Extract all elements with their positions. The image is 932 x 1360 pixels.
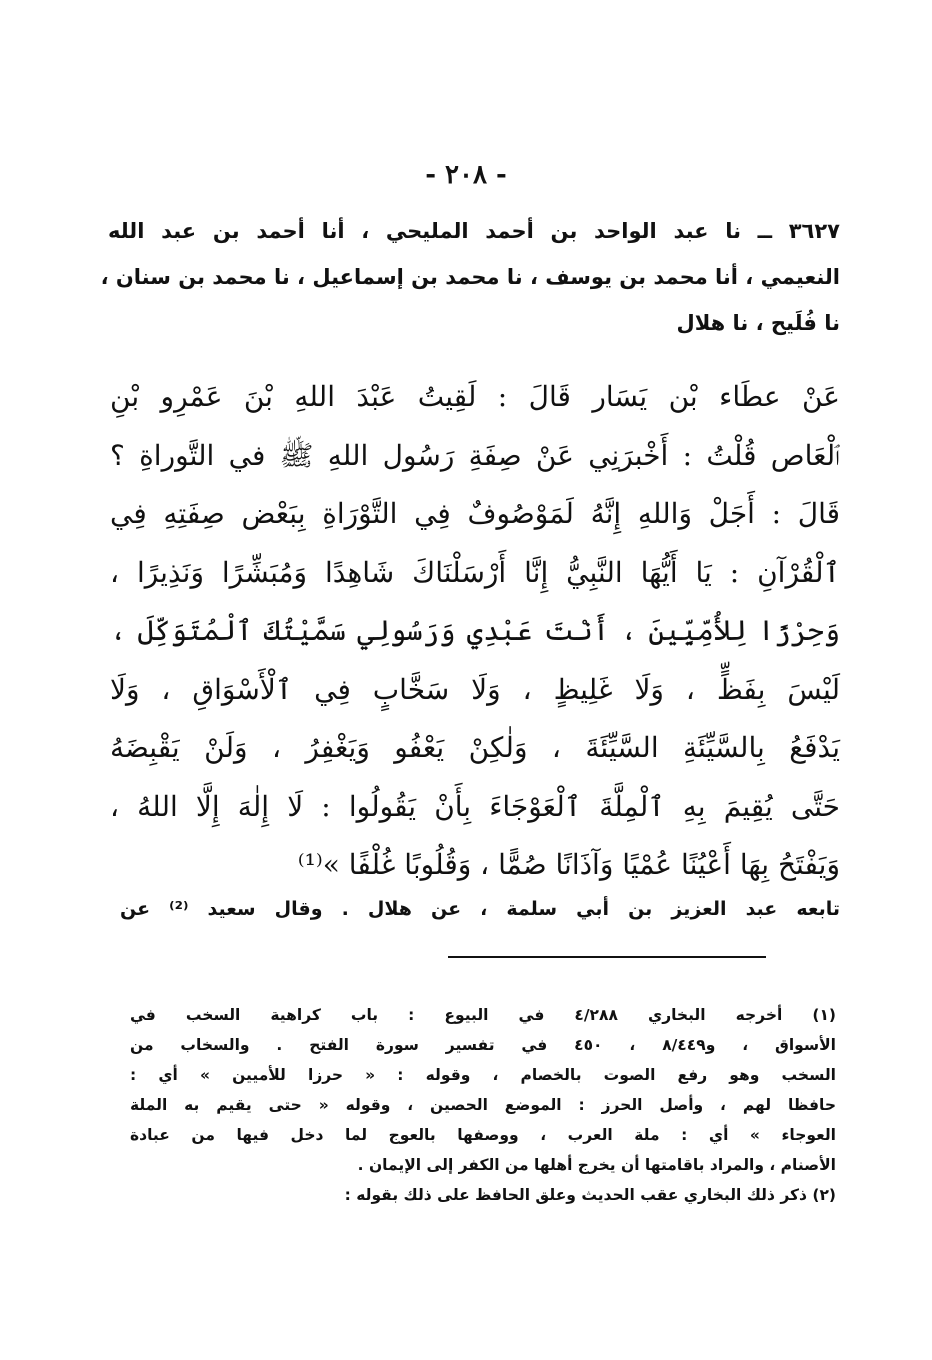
isnad-line: النعيمي ، أنا محمد بن يوسف ، نا محمد بن إسماعيل ، نا محمد بن سنان ، <box>100 265 840 289</box>
footnote-line: العوجاء » أي : ملة العرب ، ووصفها بالعوج لما دخل فيها من عبادة <box>130 1126 836 1144</box>
footnote-line: (١) أخرجه البخاري ٤/٢٨٨ في البيوع : باب كراهية السخب في <box>130 1006 836 1024</box>
footnote-line: الأسواق ، و٨/٤٤٩ ، ٤٥٠ في تفسير سورة الفتح . والسخاب من <box>130 1036 836 1054</box>
isnad-line: ٣٦٢٧ ــ نا عبد الواحد بن أحمد المليحي ، أنا أحمد بن عبد الله <box>108 219 840 243</box>
matn-line: ٱلْقُرْآنِ : يَا أَيُّهَا النَّبِيُّ إِنَّا أَرْسَلْنَاكَ شَاهِدًا وَمُبَشِّرًا وَنَذِيرًا ، <box>110 555 840 589</box>
isnad-line: نا فُلَيح ، نا هلال <box>676 311 840 335</box>
matn-line: يَدْفَعُ بِالسَّيِّئَةِ السَّيِّئَةَ ، وَلٰكِنْ يَعْفُو وَيَغْفِرُ ، وَلَنْ يَقْبِضَهُ <box>110 731 840 764</box>
footnote-line: حافظا لهم ، وأصل الحرز : الموضع الحصين ، وقوله « حتى يقيم به الملة <box>130 1096 836 1114</box>
matn-line: قَالَ : أَجَلْ وَاللهِ إِنَّهُ لَمَوْصُوفٌ فِي التَّوْرَاةِ بِبَعْض صِفَتِهِ فِي <box>110 497 840 530</box>
footnotes <box>130 1000 836 1210</box>
matn-line: وَحِرْزًا لِلأُمِّيِّينَ ، أَنْتَ عَبْدِي وَرَسُولِي سَمَّيْتُكَ ٱلْمُتَوَكِّلَ ، <box>110 614 840 647</box>
matn-line: ٱلْعَاص قُلْتُ : أَخْبرَنِي عَنْ صِفَةِ رَسُول اللهِ ﷺ في التَّوراةِ ؟ <box>110 438 840 472</box>
footnote-line: السخب وهو رفع الصوت بالخصام ، وقوله : « حرزا للأميين » أي : <box>130 1066 836 1084</box>
footnote-line: (٢) ذكر ذلك البخاري عقب الحديث وعلق الحافظ على ذلك بقوله : <box>344 1186 836 1204</box>
matn-line: حَتَّى يُقِيمَ بِهِ ٱلْمِلَّةَ ٱلْعَوْجَاءَ بِأَنْ يَقُولُوا : لَا إِلٰهَ إِلَّا اللهُ ، <box>110 789 840 823</box>
matn-line: عَنْ عطَاء بْن يَسَار قَالَ : لَقِيتُ عَبْدَ اللهِ بْنَ عَمْرِو بْنِ <box>110 380 840 413</box>
follow-up-narration: تابعه عبد العزيز بن أبي سلمة ، عن هلال . وقال سعيد ⁽²⁾ عن <box>120 898 840 920</box>
matn-line: لَيْسَ بِفَظٍّ ، وَلَا غَلِيظٍ ، وَلَا سَخَّابٍ فِي ٱلْأَسْوَاقِ ، وَلَا <box>110 672 840 706</box>
page-number: - ٢٠٨ - <box>425 160 507 190</box>
hadith-isnad <box>100 208 840 346</box>
footnote-line: الأصنام ، والمراد باقامتها أن يخرج أهلها من الكفر إلى الإيمان . <box>357 1156 836 1174</box>
hadith-matn <box>110 368 840 895</box>
matn-line: وَيَفْتَحُ بِهَا أَعْيُنًا عُمْيًا وَآذَانًا صُمًّا ، وَقُلُوبًا غُلْفًا »⁽¹⁾ <box>297 848 840 881</box>
footnote-divider <box>448 956 766 958</box>
